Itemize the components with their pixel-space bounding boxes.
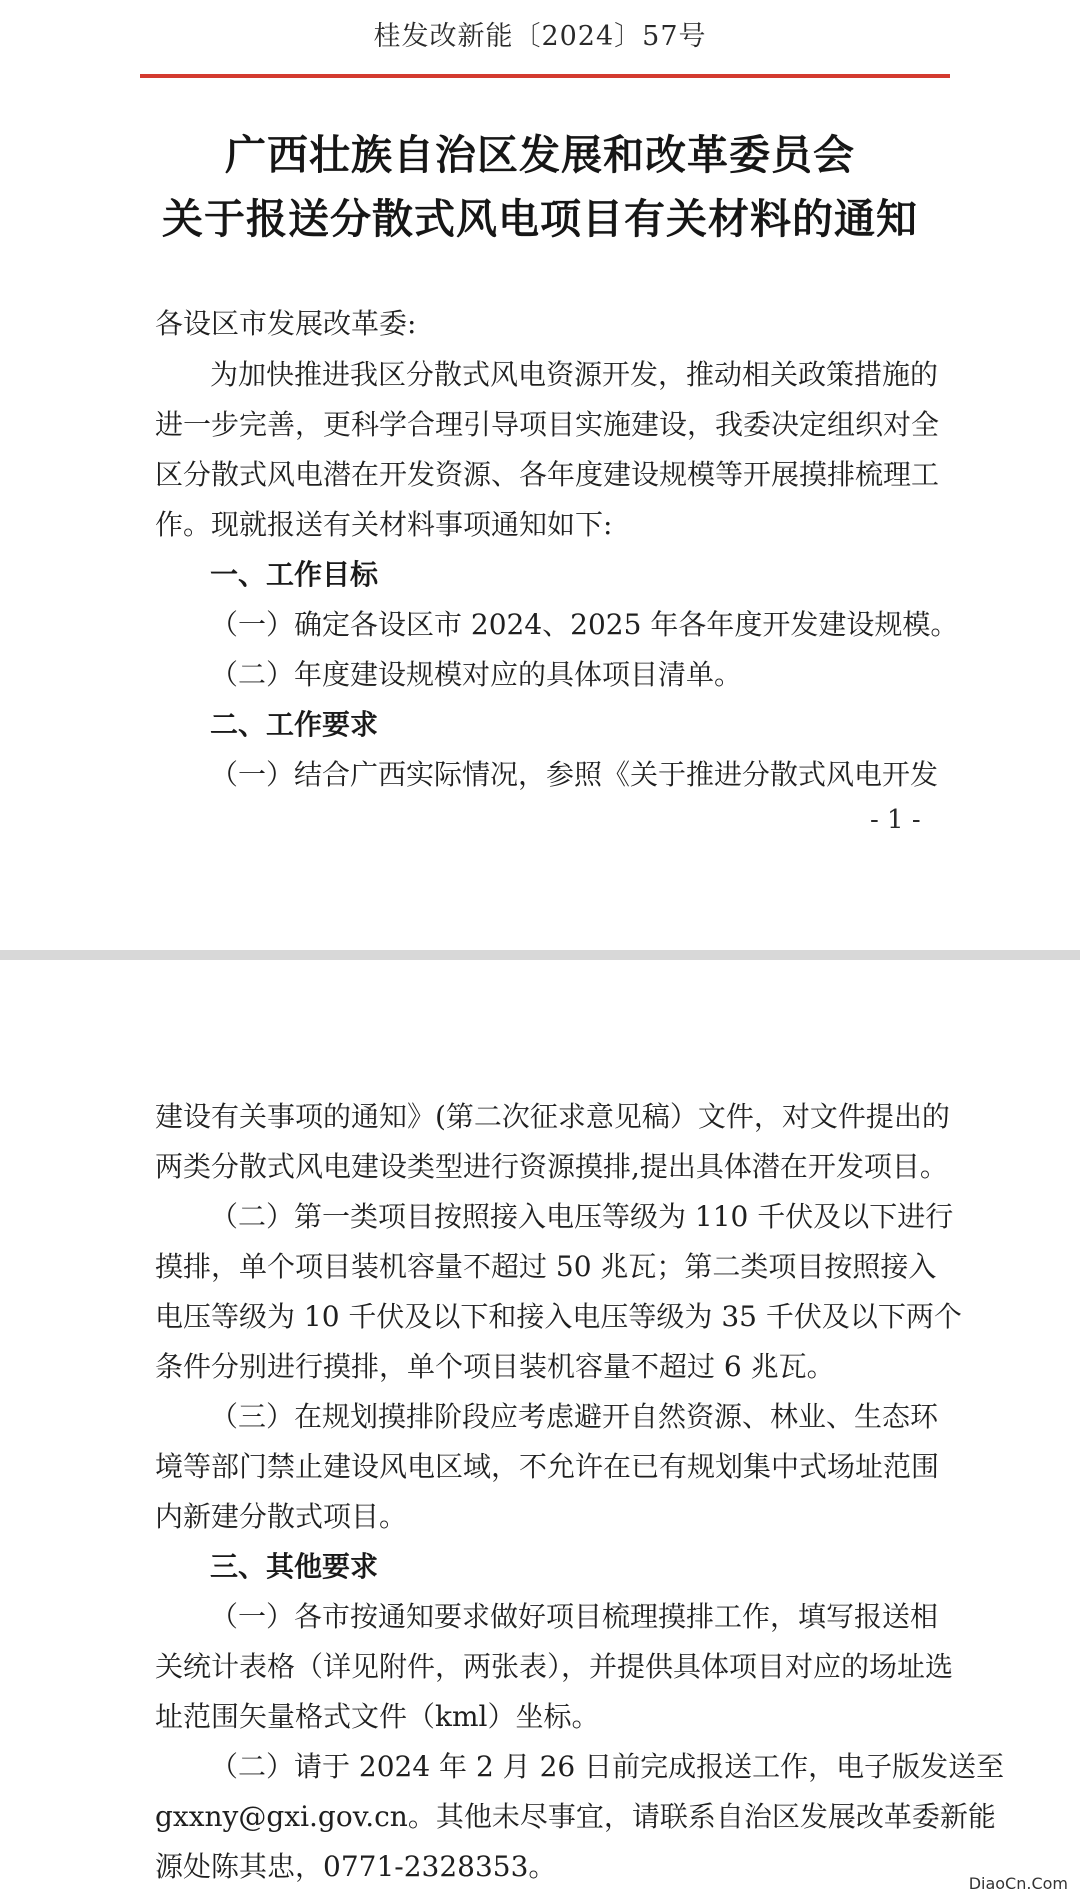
document-title-line-2: 关于报送分散式风电项目有关材料的通知: [162, 195, 918, 243]
section-heading-other: 三、其他要求: [210, 1550, 379, 1583]
page-separator: [0, 950, 1080, 960]
requirement-item: （三）在规划摸排阶段应考虑避开自然资源、林业、生态环: [210, 1400, 939, 1433]
watermark: DiaoCn.Com: [968, 1874, 1068, 1893]
goal-item: （二）年度建设规模对应的具体项目清单。: [210, 658, 743, 691]
section-heading-requirements: 二、工作要求: [210, 708, 379, 741]
requirement-item: 境等部门禁止建设风电区域，不允许在已有规划集中式场址范围: [155, 1450, 940, 1483]
intro-line: 为加快推进我区分散式风电资源开发，推动相关政策措施的: [210, 358, 939, 391]
document-page-1: [0, 0, 1080, 950]
intro-line: 进一步完善，更科学合理引导项目实施建设，我委决定组织对全: [155, 408, 940, 441]
document-page-2: [0, 960, 1080, 1901]
red-header-rule: [140, 74, 950, 78]
requirement-item: （一）结合广西实际情况，参照《关于推进分散式风电开发: [210, 758, 939, 791]
requirement-item: 电压等级为 10 千伏及以下和接入电压等级为 35 千伏及以下两个: [155, 1300, 962, 1333]
section-heading-goals: 一、工作目标: [210, 558, 379, 591]
other-item: gxxny@gxi.gov.cn。其他未尽事宜，请联系自治区发展改革委新能: [155, 1800, 996, 1833]
other-item: 源处陈其忠，0771-2328353。: [155, 1850, 557, 1883]
requirement-item: 内新建分散式项目。: [155, 1500, 408, 1533]
other-item: （二）请于 2024 年 2 月 26 日前完成报送工作，电子版发送至: [210, 1750, 1005, 1783]
continued-line: 两类分散式风电建设类型进行资源摸排,提出具体潜在开发项目。: [155, 1150, 948, 1183]
other-item: 关统计表格（详见附件，两张表），并提供具体项目对应的场址选: [155, 1650, 954, 1683]
other-item: 址范围矢量格式文件（kml）坐标。: [155, 1700, 600, 1733]
document-title-line-1: 广西壮族自治区发展和改革委员会: [225, 131, 855, 179]
continued-line: 建设有关事项的通知》(第二次征求意见稿）文件，对文件提出的: [155, 1100, 950, 1133]
requirement-item: （二）第一类项目按照接入电压等级为 110 千伏及以下进行: [210, 1200, 954, 1233]
page-number: - 1 -: [870, 805, 921, 835]
document-number: 桂发改新能〔2024〕57号: [373, 21, 707, 52]
requirement-item: 条件分别进行摸排，单个项目装机容量不超过 6 兆瓦。: [155, 1350, 835, 1383]
intro-line: 作。现就报送有关材料事项通知如下:: [155, 508, 613, 541]
salutation: 各设区市发展改革委:: [155, 307, 417, 340]
intro-line: 区分散式风电潜在开发资源、各年度建设规模等开展摸排梳理工: [155, 458, 940, 491]
other-item: （一）各市按通知要求做好项目梳理摸排工作，填写报送相: [210, 1600, 939, 1633]
requirement-item: 摸排，单个项目装机容量不超过 50 兆瓦；第二类项目按照接入: [155, 1250, 937, 1283]
goal-item: （一）确定各设区市 2024、2025 年各年度开发建设规模。: [210, 608, 959, 641]
